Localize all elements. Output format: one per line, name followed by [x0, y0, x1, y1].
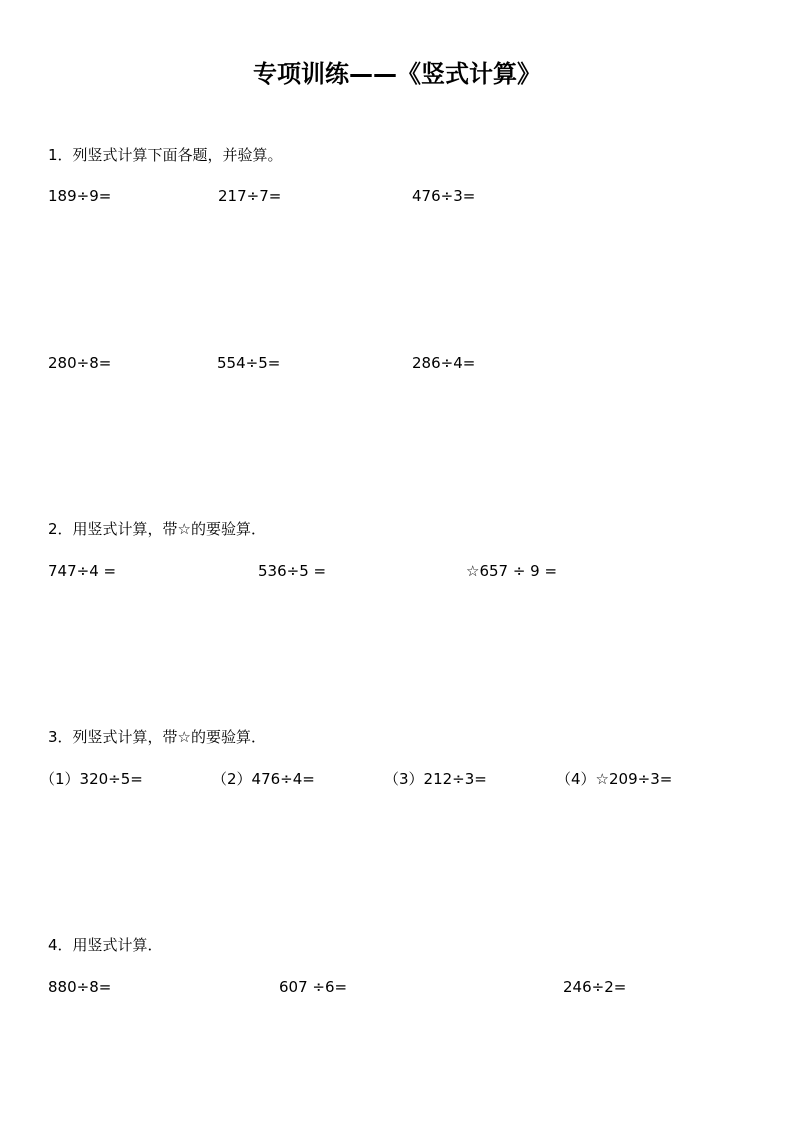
problem-4-3: 246÷2= [563, 978, 627, 996]
problem-3-3: （3）212÷3= [384, 770, 487, 788]
problem-4-1: 880÷8= [48, 978, 112, 996]
problem-3-4: （4）☆209÷3= [556, 770, 673, 788]
question-4-heading: 4．用竖式计算． [48, 936, 163, 954]
question-3-heading: 3．列竖式计算，带☆的要验算． [48, 728, 266, 746]
problem-2-3: ☆657 ÷ 9 = [466, 562, 558, 580]
problem-1-6: 286÷4= [412, 354, 476, 372]
problem-1-5: 554÷5= [217, 354, 281, 372]
problem-1-1: 189÷9= [48, 187, 112, 205]
question-1-heading: 1．列竖式计算下面各题，并验算。 [48, 146, 283, 164]
problem-3-1: （1）320÷5= [40, 770, 143, 788]
problem-1-3: 476÷3= [412, 187, 476, 205]
problem-3-2: （2）476÷4= [212, 770, 315, 788]
problem-1-2: 217÷7= [218, 187, 282, 205]
problem-4-2: 607 ÷6= [279, 978, 348, 996]
problem-2-1: 747÷4 = [48, 562, 117, 580]
problem-2-2: 536÷5 = [258, 562, 327, 580]
question-2-heading: 2．用竖式计算，带☆的要验算． [48, 520, 266, 538]
page-title: 专项训练——《竖式计算》 [253, 60, 541, 88]
problem-1-4: 280÷8= [48, 354, 112, 372]
